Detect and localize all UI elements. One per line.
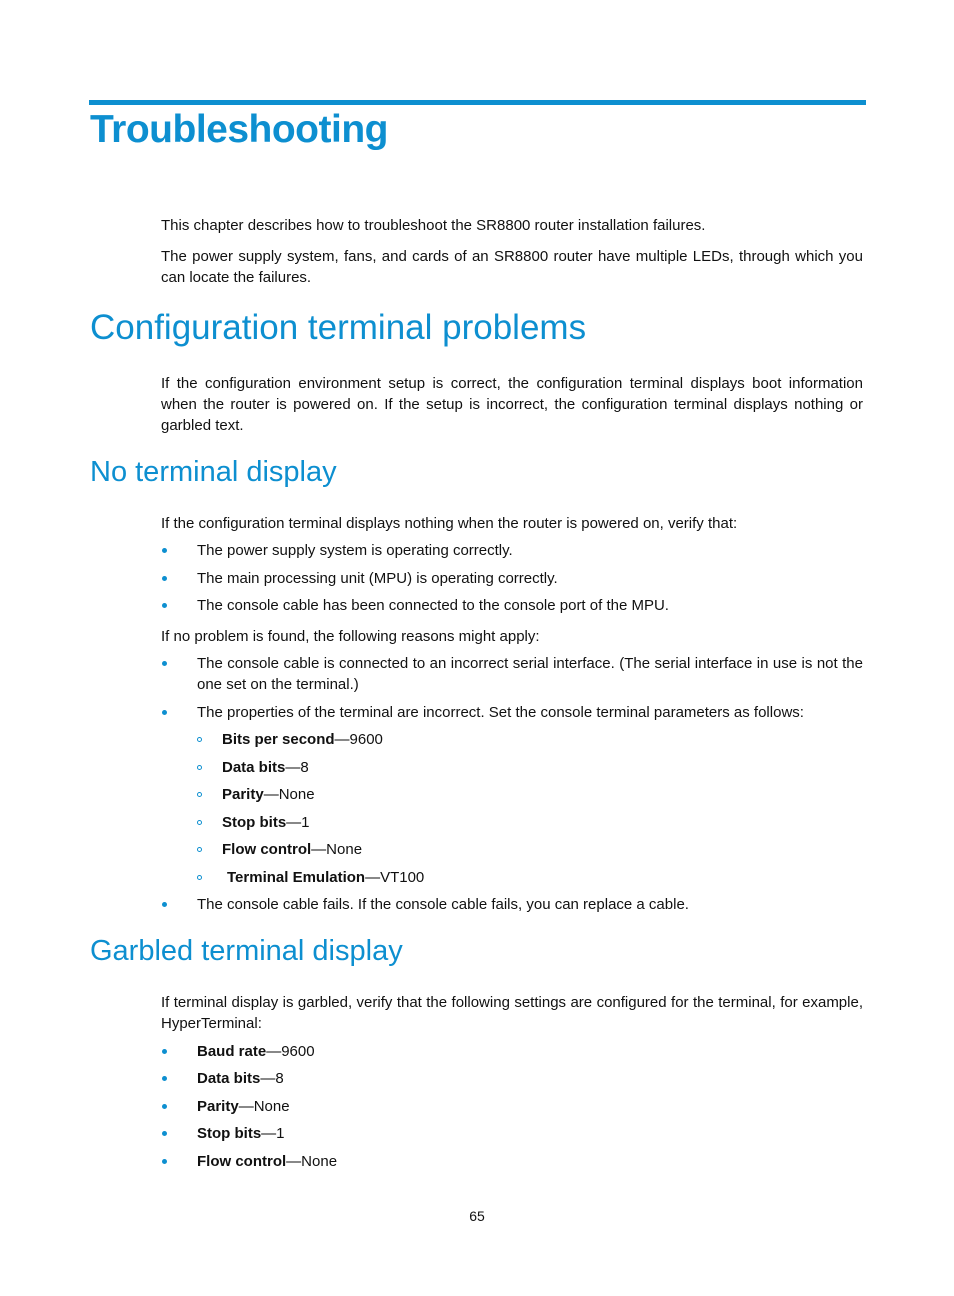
param-name: Parity [222, 786, 264, 803]
param-value: —8 [285, 759, 309, 776]
param-name: Stop bits [222, 814, 287, 831]
intro-paragraph-1: This chapter describes how to troubleshoot the SR8800 router installation failures. [161, 217, 706, 234]
garbled-lead: If terminal display is garbled, verify that the following settings are configured for the terminal, for example, HyperTerminal: [161, 994, 863, 1032]
setting-name: Flow control [197, 1153, 287, 1170]
setting-name: Stop bits [197, 1125, 262, 1142]
bullet-icon [162, 1104, 167, 1109]
setting-value: —9600 [266, 1043, 315, 1060]
circle-bullet-icon [197, 847, 202, 852]
setting-item [197, 1123, 285, 1144]
setting-item [197, 1068, 284, 1089]
chapter-rule [89, 100, 866, 105]
circle-bullet-icon [197, 820, 202, 825]
no-display-lead: If the configuration terminal displays nothing when the router is powered on, verify that: [161, 515, 738, 532]
param-item [222, 757, 309, 778]
param-name: Bits per second [222, 731, 335, 748]
config-problems-paragraph: If the configuration environment setup is correct, the configuration terminal displays boot information when the router is powered on. If the setup is incorrect, the configuration terminal displays nothing or garbled text. [161, 375, 863, 434]
list-item: The console cable has been connected to the console port of the MPU. [197, 597, 669, 614]
subsection-heading-garbled: Garbled terminal display [90, 935, 403, 967]
bullet-icon [162, 548, 167, 553]
param-item [222, 784, 315, 805]
param-name: Terminal Emulation [227, 869, 366, 886]
param-item [227, 867, 424, 888]
bullet-icon [162, 603, 167, 608]
chapter-title: Troubleshooting [90, 108, 388, 151]
circle-bullet-icon [197, 765, 202, 770]
param-value: —9600 [334, 731, 383, 748]
setting-item [197, 1096, 290, 1117]
intro-paragraph-2: The power supply system, fans, and cards of an SR8800 router have multiple LEDs, through which you can locate the failures. [161, 248, 863, 286]
bullet-icon [162, 1159, 167, 1164]
bullet-icon [162, 1076, 167, 1081]
circle-bullet-icon [197, 737, 202, 742]
section-heading-config-problems: Configuration terminal problems [90, 308, 587, 347]
setting-name: Data bits [197, 1070, 261, 1087]
param-item [222, 812, 310, 833]
setting-value: —8 [260, 1070, 284, 1087]
bullet-icon [162, 576, 167, 581]
param-value: —1 [286, 814, 310, 831]
setting-value: —None [286, 1153, 338, 1170]
bullet-icon [162, 661, 167, 666]
circle-bullet-icon [197, 792, 202, 797]
setting-item [197, 1151, 337, 1172]
list-item: The console cable fails. If the console cable fails, you can replace a cable. [197, 896, 689, 913]
param-name: Data bits [222, 759, 286, 776]
list-item: The power supply system is operating correctly. [197, 542, 513, 559]
setting-name: Parity [197, 1098, 239, 1115]
setting-value: —None [238, 1098, 290, 1115]
setting-value: —1 [261, 1125, 285, 1142]
param-item [222, 839, 362, 860]
subsection-heading-no-display: No terminal display [90, 456, 337, 488]
bullet-icon [162, 1049, 167, 1054]
param-item [222, 729, 383, 750]
param-value: —None [263, 786, 315, 803]
param-name: Flow control [222, 841, 312, 858]
setting-name: Baud rate [197, 1043, 267, 1060]
bullet-icon [162, 902, 167, 907]
list-item: The main processing unit (MPU) is operating correctly. [197, 570, 558, 587]
circle-bullet-icon [197, 875, 202, 880]
bullet-icon [162, 710, 167, 715]
param-value: —VT100 [365, 869, 425, 886]
bullet-icon [162, 1131, 167, 1136]
list-item: The properties of the terminal are incorrect. Set the console terminal parameters as follows: [197, 704, 804, 721]
list-item: The console cable is connected to an incorrect serial interface. (The serial interface in use is not the one set on the terminal.) [197, 655, 863, 693]
page-number: 65 [469, 1208, 485, 1224]
no-display-lead-2: If no problem is found, the following reasons might apply: [161, 628, 540, 645]
param-value: —None [311, 841, 363, 858]
setting-item [197, 1041, 315, 1062]
